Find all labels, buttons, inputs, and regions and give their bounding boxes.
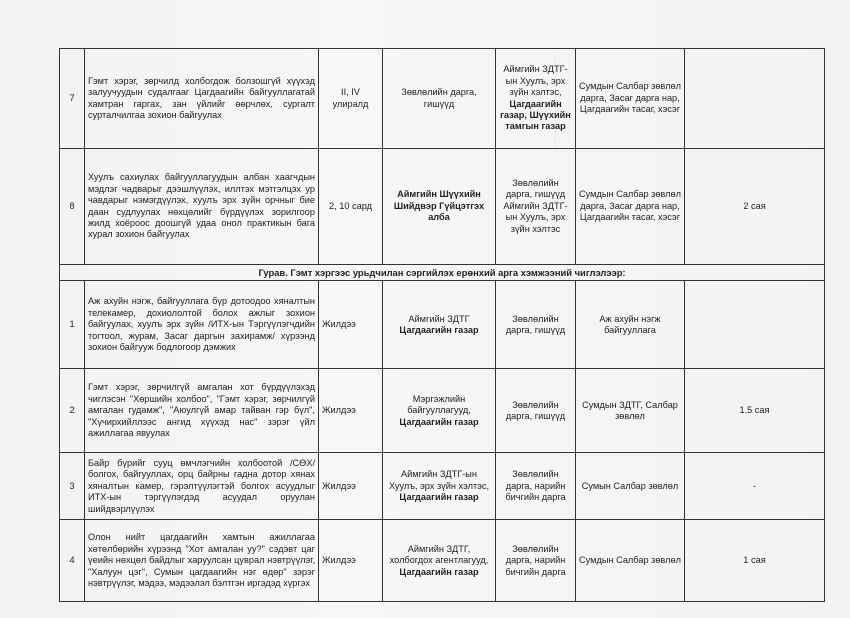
row-number: 4 — [60, 520, 85, 602]
executor-cell: Сумдын Салбар зөвлөл дарга, Засаг дарга нар, Цагдаагийн тасаг, хэсэг — [576, 49, 685, 149]
time-cell: II, IV улиралд — [319, 49, 383, 149]
task-cell: Аж ахуйн нэгж, байгууллага бүр дотоодоо хяналтын телекамер, дохиололтой болох ажлыг зохион байгуулах, хуулъ эрх зүйн /ИТХ-ын Тэргүүлэгчдийн тогтоол, журам, Засаг даргын захирамж/ хүрээнд зохион байгууж бодлогоор дэмжих — [85, 281, 319, 369]
executor-cell: Сумдын Салбар зөвлөл дарга, Засаг дарга нар, Цагдаагийн тасаг, хэсэг — [576, 149, 685, 265]
cooperate-cell: Зөвлөлийн дарга, гишүүд — [496, 369, 576, 453]
responsible-cell — [383, 453, 496, 520]
table-row — [60, 281, 825, 369]
task-cell: Гэмт хэрэг, зөрчилгүй амгалан хот бүрдүүлэхэд чиглэсэн "Хөршийн холбоо", "Гэмт хэрэг, зөрчилгүй амгалан гудамж", "Аюулгүй амар тайван гэр бүл", "Хүчирхийллээс ангид хүүхэд нас" зэрэг үйл ажиллагаа явуулах — [85, 369, 319, 453]
time-cell: 2, 10 сард — [319, 149, 383, 265]
time-cell: Жилдээ — [319, 369, 383, 453]
time-cell: Жилдээ — [319, 281, 383, 369]
time-cell: Жилдээ — [319, 453, 383, 520]
cooperate-line-a: Зөвлөлийн дарга, гишүүд — [505, 177, 566, 200]
funding-cell: 2 сая — [685, 149, 825, 265]
table-row — [60, 453, 825, 520]
funding-cell — [685, 281, 825, 369]
funding-cell: 1 сая — [685, 520, 825, 602]
cooperate-cell — [496, 149, 576, 265]
responsible-bold: Цагдаагийн газар — [399, 566, 479, 577]
cooperate-cell — [496, 49, 576, 149]
executor-cell: Сумдын Салбар зөвлөл — [576, 520, 685, 602]
row-number: 7 — [60, 49, 85, 149]
responsible-cell — [383, 281, 496, 369]
executor-cell: Сумдын ЗДТГ, Салбар зөвлөл — [576, 369, 685, 453]
time-cell: Жилдээ — [319, 520, 383, 602]
table-row — [60, 369, 825, 453]
responsible-cell — [383, 369, 496, 453]
cooperate-cell: Зөвлөлийн дарга, гишүүд — [496, 281, 576, 369]
table-row — [60, 149, 825, 265]
responsible-bold: Цагдаагийн газар — [399, 492, 479, 503]
funding-cell — [685, 49, 825, 149]
responsible-bold: Цагдаагийн газар — [399, 416, 479, 427]
task-cell: Хуулъ сахиулах байгууллагуудын албан хаагчдын мэдлэг чадварыг дээшлүүлэх, иллтэх мэтгэлцэх ур чавдарыг нэмэгдүүлэх, хуулъ эрх зүйн орчныг бие даан судлуулах нөхцөлийг бүрдүүлэх зорилгоор жилд хоёроос доошгүй удаа онол практикын бага хурал зохион байгуулах — [85, 149, 319, 265]
cooperate-cell: Зөвлөлийн дарга, нарийн бичгийн дарга — [496, 453, 576, 520]
task-cell: Олон нийт цагдаагийн хамтын ажиллагаа хөтөлбөрийн хүрээнд "Хот амгалан уу?" сэдэвт цаг үеийн нөхцөл байдлыг харуулсан цуврал нэвтрүүлэг, "Халуун цэг", Сумын цагдаагийн нэг өдөр" зэрэг нэвтрүүлэг, мэдээ, мэдээлэл бэлтгэн иргэдэд хүргэх — [85, 520, 319, 602]
table-row — [60, 49, 825, 149]
funding-cell: - — [685, 453, 825, 520]
row-number: 3 — [60, 453, 85, 520]
responsible-cell: Аймгийн Шүүхийн Шийдвэр Гүйцэтгэх алба — [383, 149, 496, 265]
funding-cell: 1.5 сая — [685, 369, 825, 453]
responsible-plain: Аймгийн ЗДТГ-ын Хуулъ, эрх зүйн хэлтэс, — [388, 469, 489, 491]
cooperate-cell: Зөвлөлийн дарга, нарийн бичгийн дарга — [496, 520, 576, 602]
measures-table — [59, 48, 825, 602]
responsible-bold: Цагдаагийн газар — [399, 324, 479, 335]
task-cell: Гэмт хэрэг, зөрчилд холбогдож болзошгүй хүүхэд залуучуудын судалгааг Цагдаагийн байгууллагатай хамтран гаргах, зан үйлийг өөрчлөх, сургалт сурталчилгаа зохион байгуулах — [85, 49, 319, 149]
responsible-cell — [383, 520, 496, 602]
executor-cell: Аж ахуйн нэгж байгууллага — [576, 281, 685, 369]
responsible-cell: Зөвлөлийн дарга, гишүүд — [383, 49, 496, 149]
section-title: Гурав. Гэмт хэргээс урьдчилан сэргийлэх ерөнхий арга хэмжээний чиглэлээр: — [60, 265, 825, 281]
responsible-plain: Аймгийн ЗДТГ — [408, 313, 470, 324]
task-cell: Байр бүрийг сууц өмчлэгчийн холбоотой /СӨХ/ болгох, байгууллах, орц байрны гадна дотор хянах хяналтын камер, гэрэлтүүлэгтэй болгох асуудлыг ИТХ-ын тэргүүлэгдэд асуудал оруулан шийдвэрлүүлэх — [85, 453, 319, 520]
responsible-plain: Мэргэжлийн байгууллагууд, — [407, 393, 471, 416]
cooperate-plain: Аймгийн ЗДТГ-ын Хуулъ, эрх зүйн хэлтэс, — [503, 64, 568, 98]
cooperate-line-b: Аймгийн ЗДТГ-ын Хуулъ, эрх зүйн хэлтэс — [503, 200, 568, 234]
row-number: 2 — [60, 369, 85, 453]
row-number: 1 — [60, 281, 85, 369]
executor-cell: Сумын Салбар зөвлөл — [576, 453, 685, 520]
responsible-plain: Аймгийн ЗДТГ, холбогдох агентлагууд, — [389, 543, 489, 566]
cooperate-bold: Цагдаагийн газар, Шүүхийн тамгын газар — [500, 98, 571, 132]
section-header-row — [60, 265, 825, 281]
row-number: 8 — [60, 149, 85, 265]
table-row — [60, 520, 825, 602]
